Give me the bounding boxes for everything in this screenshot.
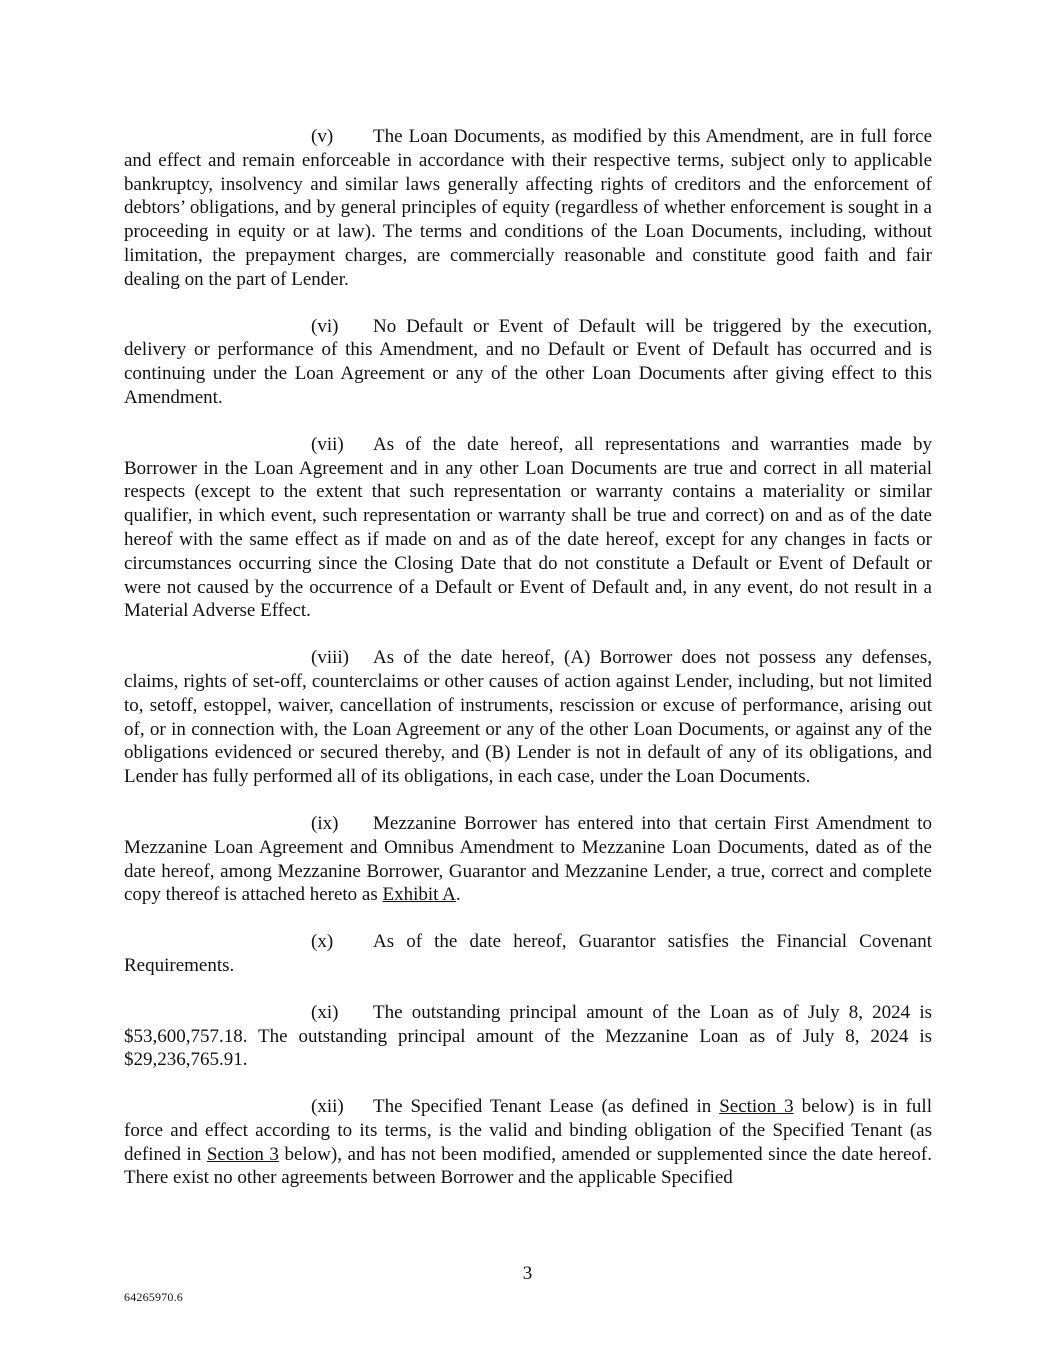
paragraph-text: The Specified Tenant Lease (as defined in [373, 1096, 720, 1118]
paragraph-label: (xi) [311, 1001, 339, 1023]
paragraph-text-end: . [455, 884, 461, 906]
paragraph-xii [124, 1095, 932, 1190]
paragraph-text: As of the date hereof, (A) Borrower does not possess any defenses, claims, rights of set-off, counterclaims or other causes of action against Lender, including, but not limited to, setoff, estoppel, waiver, cancellation of instruments, rescission or excuse of performance, arising out of, or in connection with, the Loan Agreement or any of the other Loan Documents, or against any of the obligations evidenced or secured thereby, and (B) Lender is not in default of any of its obligations, and Lender has fully performed all of its obligations, in each case, under the Loan Documents. [124, 647, 932, 788]
paragraph-label: (xii) [311, 1096, 344, 1118]
paragraph-text: below), and has not been modified, amended or supplemented since the date hereof. There exist no other agreements between Borrower and the applicable Specified [124, 1143, 932, 1189]
section-3-reference: Section 3 [719, 1096, 794, 1118]
paragraph-xi [124, 1001, 932, 1072]
paragraph-vi [124, 315, 932, 410]
paragraph-text: Mezzanine Borrower has entered into that certain First Amendment to Mezzanine Loan Agreement and Omnibus Amendment to Mezzanine Loan Documents, dated as of the date hereof, among Mezzanine Borrower, Guarantor and Mezzanine Lender, a true, correct and complete copy thereof is attached hereto as [124, 812, 932, 906]
paragraph-ix [124, 812, 932, 907]
section-3-reference: Section 3 [206, 1143, 279, 1165]
paragraph-vii [124, 433, 932, 623]
paragraph-text: As of the date hereof, all representations and warranties made by Borrower in the Loan Agreement and in any other Loan Documents are true and correct in all material respects (except to the extent that such representation or warranty contains a materiality or similar qualifier, in which event, such representation or warranty shall be true and correct) on and as of the date hereof with the same effect as if made on and as of the date hereof, except for any changes in facts or circumstances occurring since the Closing Date that do not constitute a Default or Event of Default or were not caused by the occurrence of a Default or Event of Default and, in any event, do not result in a Material Adverse Effect. [124, 433, 932, 622]
paragraph-label: (vii) [311, 433, 344, 455]
paragraph-text: The Loan Documents, as modified by this Amendment, are in full force and effect and remain enforceable in accordance with their respective terms, subject only to applicable bankruptcy, insolvency and similar laws generally affecting rights of creditors and the enforcement of debtors’ obligations, and by general principles of equity (regardless of whether enforcement is sought in a proceeding in equity or at law). The terms and conditions of the Loan Documents, including, without limitation, the prepayment charges, are commercially reasonable and constitute good faith and fair dealing on the part of Lender. [124, 126, 932, 290]
paragraph-label: (viii) [311, 647, 349, 669]
page-number: 3 [522, 1263, 533, 1284]
paragraph-label: (vi) [311, 315, 339, 337]
paragraph-x [124, 930, 932, 978]
paragraph-label: (v) [311, 126, 334, 147]
paragraph-label: (x) [311, 931, 334, 953]
document-id: 64265970.6 [124, 1290, 183, 1304]
paragraph-text: As of the date hereof, Guarantor satisfies the Financial Covenant Requirements. [124, 931, 932, 976]
document-body [124, 125, 932, 1190]
paragraph-v [124, 125, 932, 292]
paragraph-viii [124, 646, 932, 789]
exhibit-a-reference: Exhibit A [382, 884, 456, 906]
paragraph-label: (ix) [311, 812, 339, 834]
paragraph-text: The outstanding principal amount of the Loan as of July 8, 2024 is $53,600,757.18. The outstanding principal amount of the Mezzanine Loan as of July 8, 2024 is $29,236,765.91. [124, 1001, 932, 1071]
paragraph-text: below) is in full force and effect according to its terms, is the valid and binding obligation of the Specified Tenant (as defined in [124, 1096, 932, 1165]
paragraph-text: No Default or Event of Default will be triggered by the execution, delivery or performance of this Amendment, and no Default or Event of Default has occurred and is continuing under the Loan Agreement or any of the other Loan Documents after giving effect to this Amendment. [124, 315, 932, 408]
